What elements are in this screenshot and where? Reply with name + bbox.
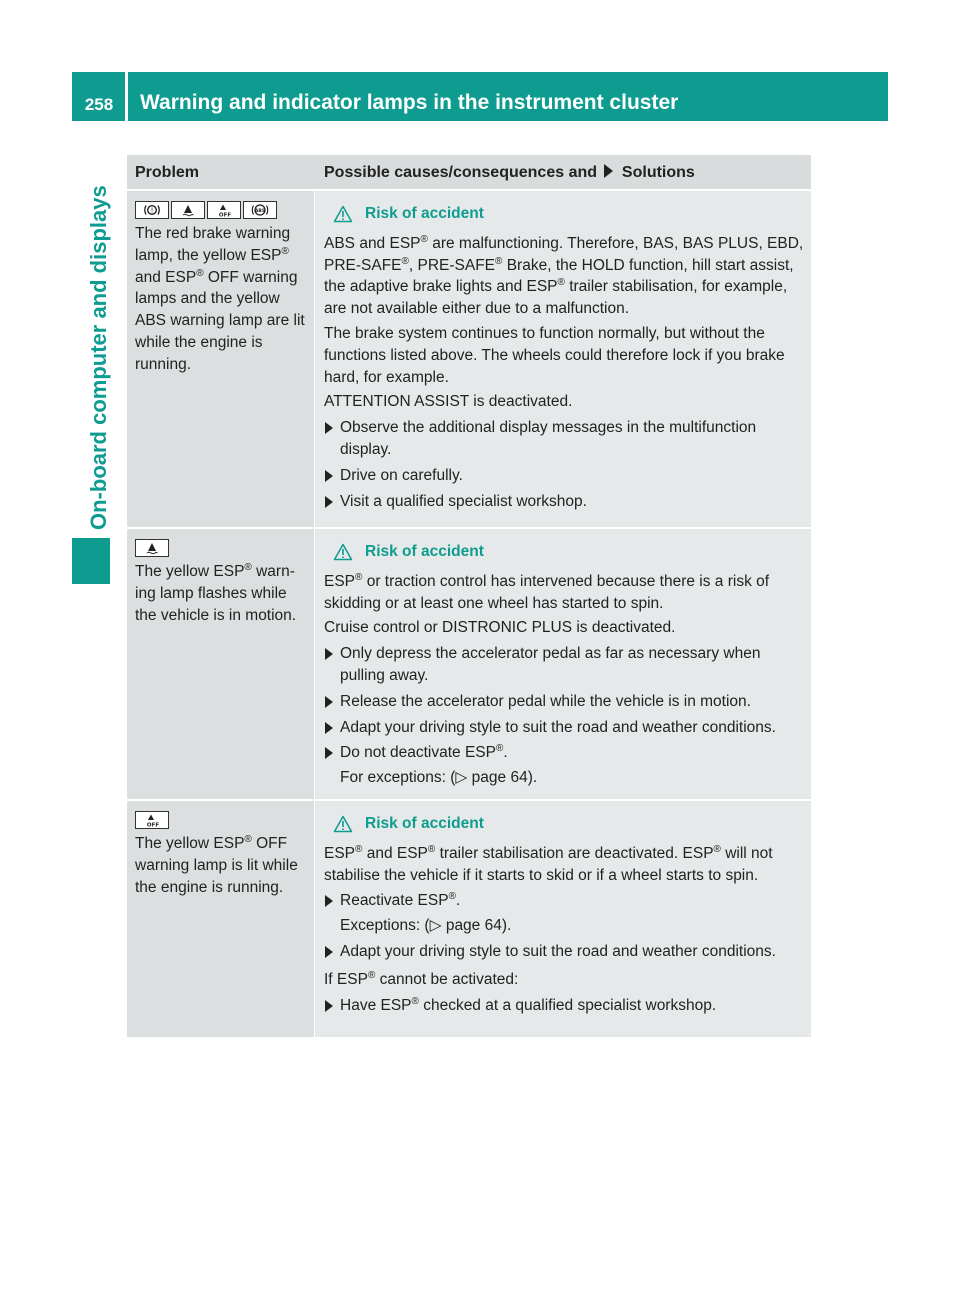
warning-lamp-table: [127, 155, 811, 1037]
header-divider: [125, 72, 128, 121]
step-arrow-icon: [324, 465, 340, 487]
step-arrow-icon: [324, 890, 340, 912]
abs-warning-icon: [243, 201, 277, 219]
problem-cell: [127, 191, 314, 527]
paragraph: If ESP® cannot be activated:: [324, 969, 519, 988]
column-header-problem: Problem: [135, 164, 200, 181]
esp-off-icon: [207, 201, 241, 219]
page-title: Warning and indicator lamps in the instrument cluster: [140, 91, 679, 114]
table-row: [127, 527, 811, 799]
warning-triangle-icon: [333, 815, 353, 833]
risk-warning-label: Risk of accident: [365, 815, 484, 832]
step-arrow-icon: [324, 491, 340, 513]
problem-cell: [127, 801, 314, 1037]
risk-warning-label: Risk of accident: [365, 205, 484, 222]
column-header-solutions: [315, 155, 811, 189]
problem-cell: [127, 529, 314, 799]
column-header-causes: Possible causes/consequences and: [324, 164, 598, 181]
step-arrow-icon: [324, 995, 340, 1017]
warning-triangle-icon: [333, 543, 353, 561]
instruction-step: Adapt your driving style to suit the road and weather conditions.: [324, 717, 805, 739]
esp-warning-icon: [171, 201, 205, 219]
problem-text: The red brake warning lamp, the yellow ESP® and ESP® OFF warning lamps and the yellow ABS warning lamp are lit while the engine is running.: [135, 225, 305, 373]
instruction-step: Drive on carefully.: [324, 465, 805, 487]
table-header: [127, 155, 811, 189]
problem-text: The yellow ESP® warn-ing lamp flashes while the vehicle is in motion.: [135, 561, 297, 624]
step-arrow-icon: [324, 717, 340, 739]
paragraph: ESP® and ESP® trailer stabilisation are deactivated. ESP® will not stabilise the vehicle if it starts to skid or if a wheel starts to spin.: [324, 843, 773, 884]
instruction-step: Reactivate ESP®.: [324, 890, 805, 912]
side-tab-marker: [72, 538, 110, 584]
instruction-step: Have ESP® checked at a qualified specialist workshop.: [324, 995, 805, 1017]
esp-warning-icon: [135, 539, 169, 557]
problem-text: The yellow ESP® OFF warning lamp is lit while the engine is running.: [135, 833, 298, 896]
lamp-icons: [135, 811, 308, 829]
paragraph: ABS and ESP® are malfunctioning. Therefore, BAS, BAS PLUS, EBD, PRE-SAFE®, PRE-SAFE® Brake, the HOLD function, hill start assist, the adaptive brake lights and ESP® trailer stabilisation, for example, are not available either due to a malfunction.: [324, 233, 804, 318]
esp-off-icon: [135, 811, 169, 829]
risk-warning: [333, 813, 805, 835]
instruction-step: Do not deactivate ESP®.: [324, 742, 805, 764]
risk-warning: [333, 541, 805, 563]
svg-text:OFF: OFF: [146, 822, 160, 827]
instruction-step: Adapt your driving style to suit the road and weather conditions.: [324, 941, 805, 963]
instruction-step: Visit a qualified specialist workshop.: [324, 491, 805, 513]
solution-cell: [315, 191, 811, 527]
page-number: 258: [84, 95, 114, 114]
step-arrow-icon: [324, 417, 340, 461]
step-arrow-icon: [324, 742, 340, 764]
step-arrow-icon: [324, 941, 340, 963]
warning-triangle-icon: [333, 205, 353, 223]
step-arrow-icon: [324, 691, 340, 713]
solution-arrow-icon: [604, 164, 613, 178]
svg-text:!: !: [150, 206, 154, 215]
page-reference[interactable]: For exceptions: (▷ page 64).: [340, 769, 538, 787]
instruction-step: Only depress the accelerator pedal as far as necessary when pulling away.: [324, 643, 805, 687]
risk-warning: [333, 203, 805, 225]
instruction-step: Release the accelerator pedal while the vehicle is in motion.: [324, 691, 805, 713]
solution-cell: [315, 529, 811, 799]
solution-cell: [315, 801, 811, 1037]
risk-warning-label: Risk of accident: [365, 543, 484, 560]
brake-warning-icon: [135, 201, 169, 219]
column-header-solutions-label: Solutions: [621, 164, 695, 181]
paragraph: ESP® or traction control has intervened because there is a risk of skidding or at least one wheel has started to spin.: [324, 571, 770, 612]
paragraph: The brake system continues to function normally, but without the functions listed above. The wheels could therefore lock if you brake hard, for example.: [324, 324, 785, 386]
side-tab-label: On-board computer and displays: [86, 185, 111, 530]
step-arrow-icon: [324, 643, 340, 687]
svg-text:OFF: OFF: [218, 212, 232, 217]
table-row: [127, 799, 811, 1037]
lamp-icons: [135, 201, 308, 219]
instruction-step: Observe the additional display messages in the multifunction display.: [324, 417, 805, 461]
table-row: [127, 189, 811, 527]
paragraph: ATTENTION ASSIST is deactivated.: [324, 393, 573, 411]
svg-text:ABS: ABS: [254, 208, 266, 214]
page-reference[interactable]: Exceptions: (▷ page 64).: [340, 917, 512, 935]
lamp-icons: [135, 539, 308, 557]
paragraph: Cruise control or DISTRONIC PLUS is deactivated.: [324, 619, 676, 637]
